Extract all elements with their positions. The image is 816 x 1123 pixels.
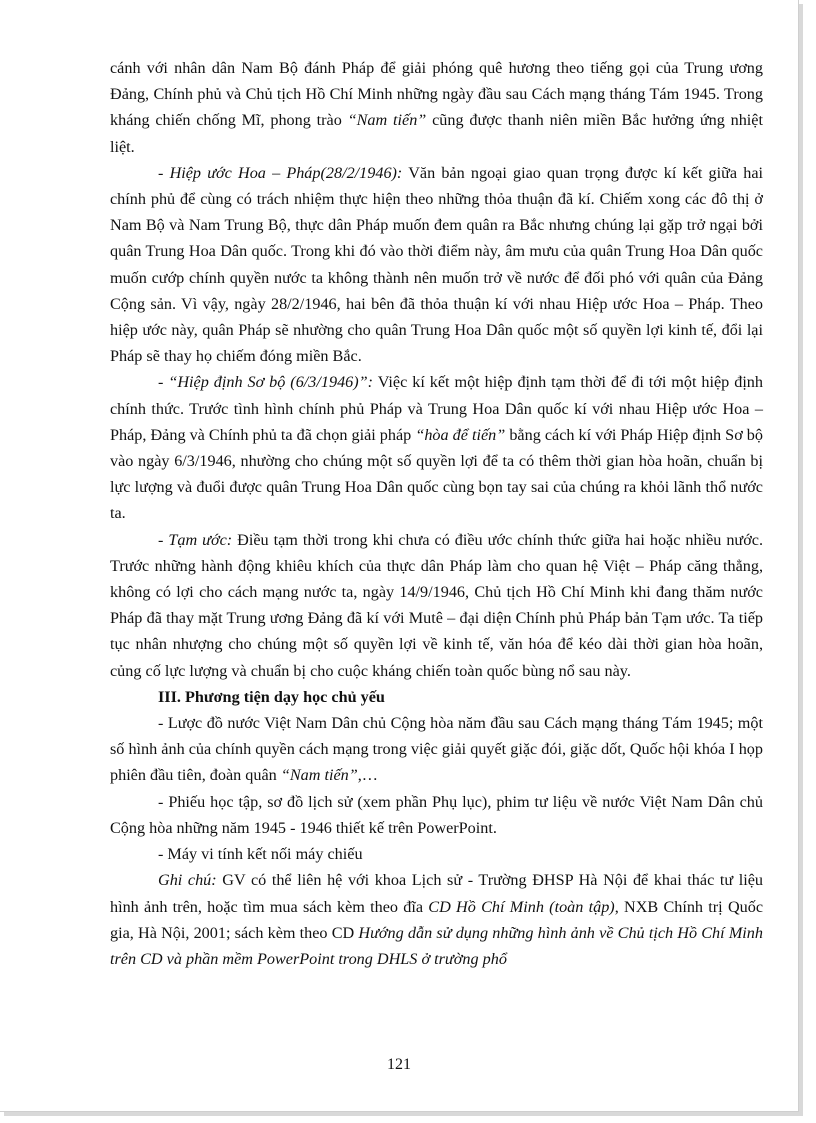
page-content — [110, 55, 763, 972]
text-segment: - — [158, 530, 169, 549]
page-number: 121 — [387, 1056, 411, 1073]
paragraph-nam-tien — [110, 55, 763, 160]
text-segment: cũng được thanh niên miền Bắc hưởng ứng nhiệt liệt. — [110, 111, 763, 156]
text-segment: - — [158, 373, 169, 392]
italic-text-segment: CD Hồ Chí Minh (toàn tập) — [428, 897, 615, 916]
italic-text-segment: “Hiệp định Sơ bộ (6/3/1946)”: — [168, 373, 374, 392]
text-segment: GV có thể liên hệ với khoa Lịch sử - Trường ĐHSP Hà Nội để khai thác tư liệu hình ảnh trên, hoặc tìm mua sách kèm theo đĩa — [110, 871, 763, 916]
text-segment: - Phiếu học tập, sơ đồ lịch sử (xem phần Phụ lục), phim tư liệu về nước Việt Nam Dân chủ Cộng hòa những năm 1945 - 1946 thiết kế trên PowerPoint. — [110, 792, 763, 837]
italic-text-segment: “Nam tiến” — [280, 766, 358, 785]
italic-text-segment: “hòa để tiến” — [415, 425, 506, 444]
text-segment: - — [158, 163, 170, 182]
italic-text-segment: Tạm ước: — [168, 530, 233, 549]
italic-text-segment: “Nam tiến” — [347, 111, 427, 130]
text-segment: Việc kí kết một hiệp định tạm thời để đi tới một hiệp định chính thức. Trước tình hình chính phủ Pháp và Trung Hoa Dân quốc kí với nhau Hiệp ước Hoa – Pháp, Đảng và Chính phủ ta đã chọn giải pháp — [110, 373, 763, 444]
italic-text-segment: Ghi chú: — [158, 871, 217, 890]
paragraph-hiep-dinh-so-bo — [110, 369, 763, 526]
text-segment: Điều tạm thời trong khi chưa có điều ước chính thức giữa hai hoặc nhiều nước. Trước những hành động khiêu khích của thực dân Pháp làm cho quan hệ Việt – Pháp căng thẳng, không có lợi cho cách mạng nước ta, ngày 14/9/1946, Chủ tịch Hồ Chí Minh khi đang thăm nước Pháp đã thay mặt Trung ương Đảng đã kí với Mutê – đại diện Chính phủ Pháp bản Tạm ước. Ta tiếp tục nhân nhượng cho chúng một số quyền lợi về kinh tế, văn hóa để kéo dài thời gian hòa hoãn, củng cố lực lượng và chuẩn bị cho cuộc kháng chiến toàn quốc bùng nổ sau này. — [110, 530, 763, 680]
text-segment: - Lược đồ nước Việt Nam Dân chủ Cộng hòa năm đầu sau Cách mạng tháng Tám 1945; một số hình ảnh của chính quyền cách mạng trong việc giải quyết giặc đói, giặc dốt, Quốc hội khóa I họp phiên đầu tiên, đoàn quân — [110, 714, 763, 785]
text-segment: ,… — [357, 766, 378, 785]
text-segment: Văn bản ngoại giao quan trọng được kí kết giữa hai chính phủ để cùng có trách nhiệm thực hiện theo những thỏa thuận đã kí. Chiếm xong các đô thị ở Nam Bộ và Nam Trung Bộ, thực dân Pháp muốn đem quân ra Bắc nhưng chúng lại gặp trở ngại bởi quân Trung Hoa Dân quốc. Trong khi đó vào thời điểm này, âm mưu của quân Trung Hoa Dân quốc muốn cướp chính quyền nước ta không thành nên muốn trở về nước để đối phó với quân của Đảng Cộng sản. Vì vậy, ngày 28/2/1946, hai bên đã thỏa thuận kí với nhau Hiệp ước Hoa – Pháp. Theo hiệp ước này, quân Pháp sẽ nhường cho quân Trung Hoa Dân quốc một số quyền lợi kinh tế, đổi lại Pháp sẽ thay họ chiếm đóng miền Bắc. — [110, 163, 763, 366]
paragraph-luoc-do — [110, 710, 763, 789]
paragraph-may-vi-tinh — [110, 841, 763, 867]
text-segment: cánh với nhân dân Nam Bộ đánh Pháp để giải phóng quê hương theo tiếng gọi của Trung ương Đảng, Chính phủ và Chủ tịch Hồ Chí Minh những ngày đầu sau Cách mạng tháng Tám 1945. Trong kháng chiến chống Mĩ, phong trào — [110, 59, 763, 130]
italic-text-segment: Hiệp ước Hoa – Pháp(28/2/1946): — [169, 163, 403, 182]
paragraph-phieu-hoc-tap — [110, 789, 763, 841]
text-segment: , NXB Chính trị Quốc gia, Hà Nội, 2001; sách kèm theo CD — [110, 897, 764, 942]
paragraph-tam-uoc — [110, 527, 763, 684]
paragraph-hiep-uoc-hoa-phap — [110, 160, 763, 370]
paragraph-ghi-chu — [110, 867, 763, 972]
italic-text-segment: Hướng dẫn sử dụng những hình ảnh về Chủ tịch Hồ Chí Minh trên CD và phần mềm PowerPoint trong DHLS ở trường phổ — [110, 923, 763, 968]
text-segment: - Máy vi tính kết nối máy chiếu — [158, 845, 363, 864]
text-segment: bằng cách kí với Pháp Hiệp định Sơ bộ vào ngày 6/3/1946, nhường cho chúng một số quyền lợi để ta có thêm thời gian hòa hoãn, chuẩn bị lực lượng và đuổi được quân Trung Hoa Dân quốc cùng bọn tay sai của chúng ra khỏi lãnh thổ nước ta. — [110, 425, 763, 523]
section-heading: III. Phương tiện dạy học chủ yếu — [158, 687, 385, 706]
